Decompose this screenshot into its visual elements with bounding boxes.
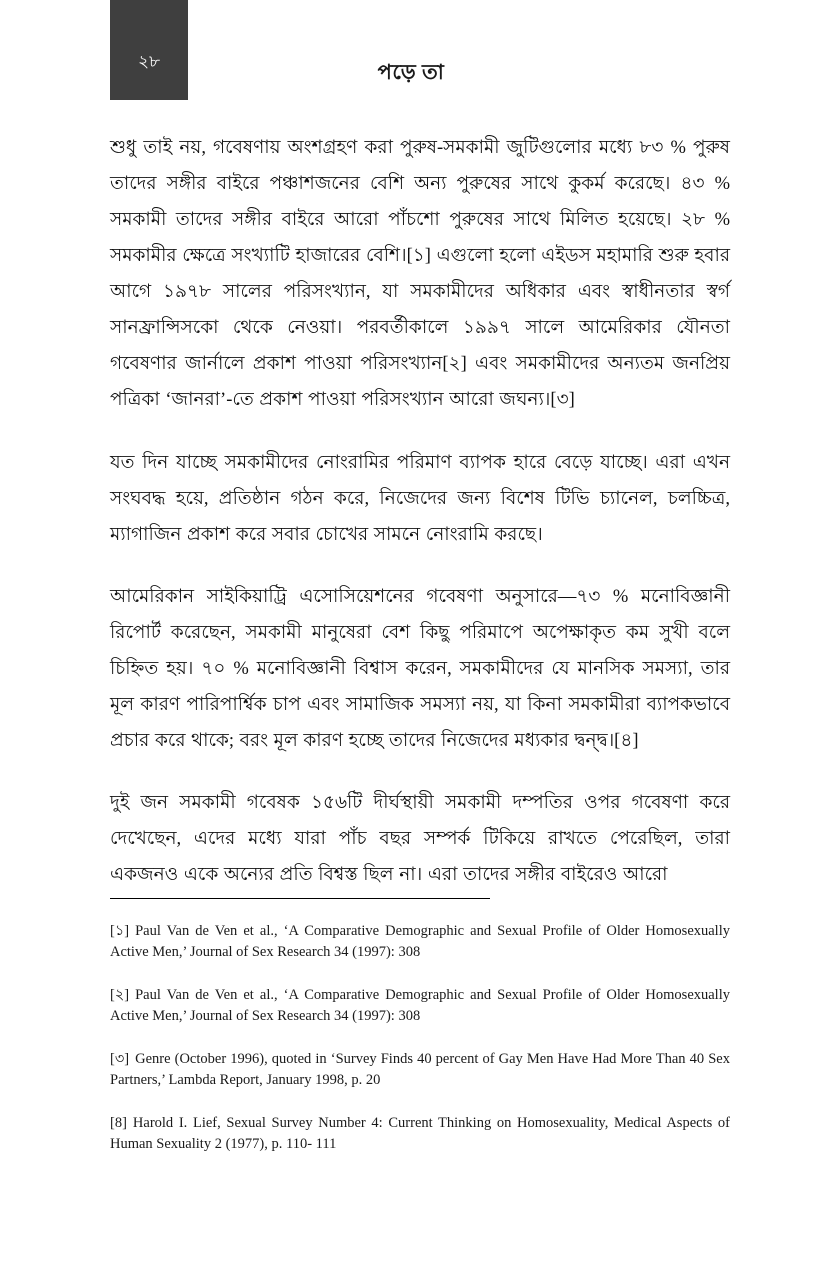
footnote-item bbox=[110, 1049, 730, 1091]
page-title: পড়ে তা bbox=[377, 60, 445, 84]
footnote-item bbox=[110, 1113, 730, 1155]
footnote-marker: [৩] bbox=[110, 1051, 130, 1068]
footnote-text: Paul Van de Ven et al., ‘A Comparative Demographic and Sexual Profile of Older Homosexually Active Men,’ Journal of Sex Research 34 (1997): 308 bbox=[110, 987, 730, 1025]
page-header bbox=[0, 0, 822, 108]
body-paragraph: শুধু তাই নয়, গবেষণায় অংশগ্রহণ করা পুরুষ-সমকামী জুটিগুলোর মধ্যে ৮৩ % পুরুষ তাদের সঙ্গীর বাইরে পঞ্চাশজনের বেশি অন্য পুরুষের সাথে কুকর্ম করেছে। ৪৩ % সমকামী তাদের সঙ্গীর বাইরে আরো পাঁচশো পুরুষের সাথে মিলিত হয়েছে। ২৮ % সমকামীর ক্ষেত্রে সংখ্যাটি হাজারের বেশি।[১] এগুলো হলো এইডস মহামারি শুরু হবার আগে ১৯৭৮ সালের পরিসংখ্যান, যা সমকামীদের অধিকার এবং স্বাধীনতার স্বর্গ সানফ্রান্সিসকো থেকে নেওয়া। পরবর্তীকালে ১৯৯৭ সালে আমেরিকার যৌনতা গবেষণার জার্নালে প্রকাশ পাওয়া পরিসংখ্যান[২] এবং সমকামীদের অন্যতম জনপ্রিয় পত্রিকা ‘জানরা’-তে প্রকাশ পাওয়া পরিসংখ্যান আরো জঘন্য।[৩] bbox=[110, 138, 730, 411]
footnote-marker: [8] bbox=[110, 1115, 127, 1132]
footnote-text: Paul Van de Ven et al., ‘A Comparative Demographic and Sexual Profile of Older Homosexually Active Men,’ Journal of Sex Research 34 (1997): 308 bbox=[110, 923, 730, 961]
footnote-text: Genre (October 1996), quoted in ‘Survey Finds 40 percent of Gay Men Have Had More Than 40 Sex Partners,’ Lambda Report, January 1998, p. 20 bbox=[110, 1051, 730, 1089]
body-paragraph: দুই জন সমকামী গবেষক ১৫৬টি দীর্ঘস্থায়ী সমকামী দম্পতির ওপর গবেষণা করে দেখেছেন, এদের মধ্যে যারা পাঁচ বছর সম্পর্ক টিকিয়ে রাখতে পেরেছিল, তারা একজনও একে অন্যের প্রতি বিশ্বস্ত ছিল না। এরা তাদের সঙ্গীর বাইরেও আরো bbox=[110, 793, 730, 886]
page-number: ২৮ bbox=[137, 52, 161, 71]
footnote-separator-rule bbox=[110, 898, 490, 899]
body-paragraph: আমেরিকান সাইকিয়াট্রি এসোসিয়েশনের গবেষণা অনুসারে—৭৩ % মনোবিজ্ঞানী রিপোর্ট করেছেন, সমকামী মানুষেরা বেশ কিছু পরিমাপে অপেক্ষাকৃত কম সুখী বলে চিহ্নিত হয়। ৭০ % মনোবিজ্ঞানী বিশ্বাস করেন, সমকামীদের যে মানসিক সমস্যা, তার মূল কারণ পারিপার্শ্বিক চাপ এবং সামাজিক সমস্যা নয়, যা কিনা সমকামীরা ব্যাপকভাবে প্রচার করে থাকে; বরং মূল কারণ হচ্ছে তাদের নিজেদের মধ্যকার দ্বন্দ্ব।[৪] bbox=[110, 586, 730, 751]
footnote-item bbox=[110, 985, 730, 1027]
page-body bbox=[110, 130, 730, 893]
footnote-marker: [২] bbox=[110, 987, 130, 1004]
body-paragraph: যত দিন যাচ্ছে সমকামীদের নোংরামির পরিমাণ ব্যাপক হারে বেড়ে যাচ্ছে। এরা এখন সংঘবদ্ধ হয়ে, প্রতিষ্ঠান গঠন করে, নিজেদের জন্য বিশেষ টিভি চ্যানেল, চলচ্চিত্র, ম্যাগাজিন প্রকাশ করে সবার চোখের সামনে নোংরামি করছে। bbox=[110, 452, 730, 545]
footnote-text: Harold I. Lief, Sexual Survey Number 4: Current Thinking on Homosexuality, Medical Aspects of Human Sexuality 2 (1977), p. 110- 111 bbox=[110, 1115, 730, 1153]
footnote-item bbox=[110, 921, 730, 963]
footnotes-section bbox=[110, 898, 730, 1155]
footnote-marker: [১] bbox=[110, 923, 130, 939]
